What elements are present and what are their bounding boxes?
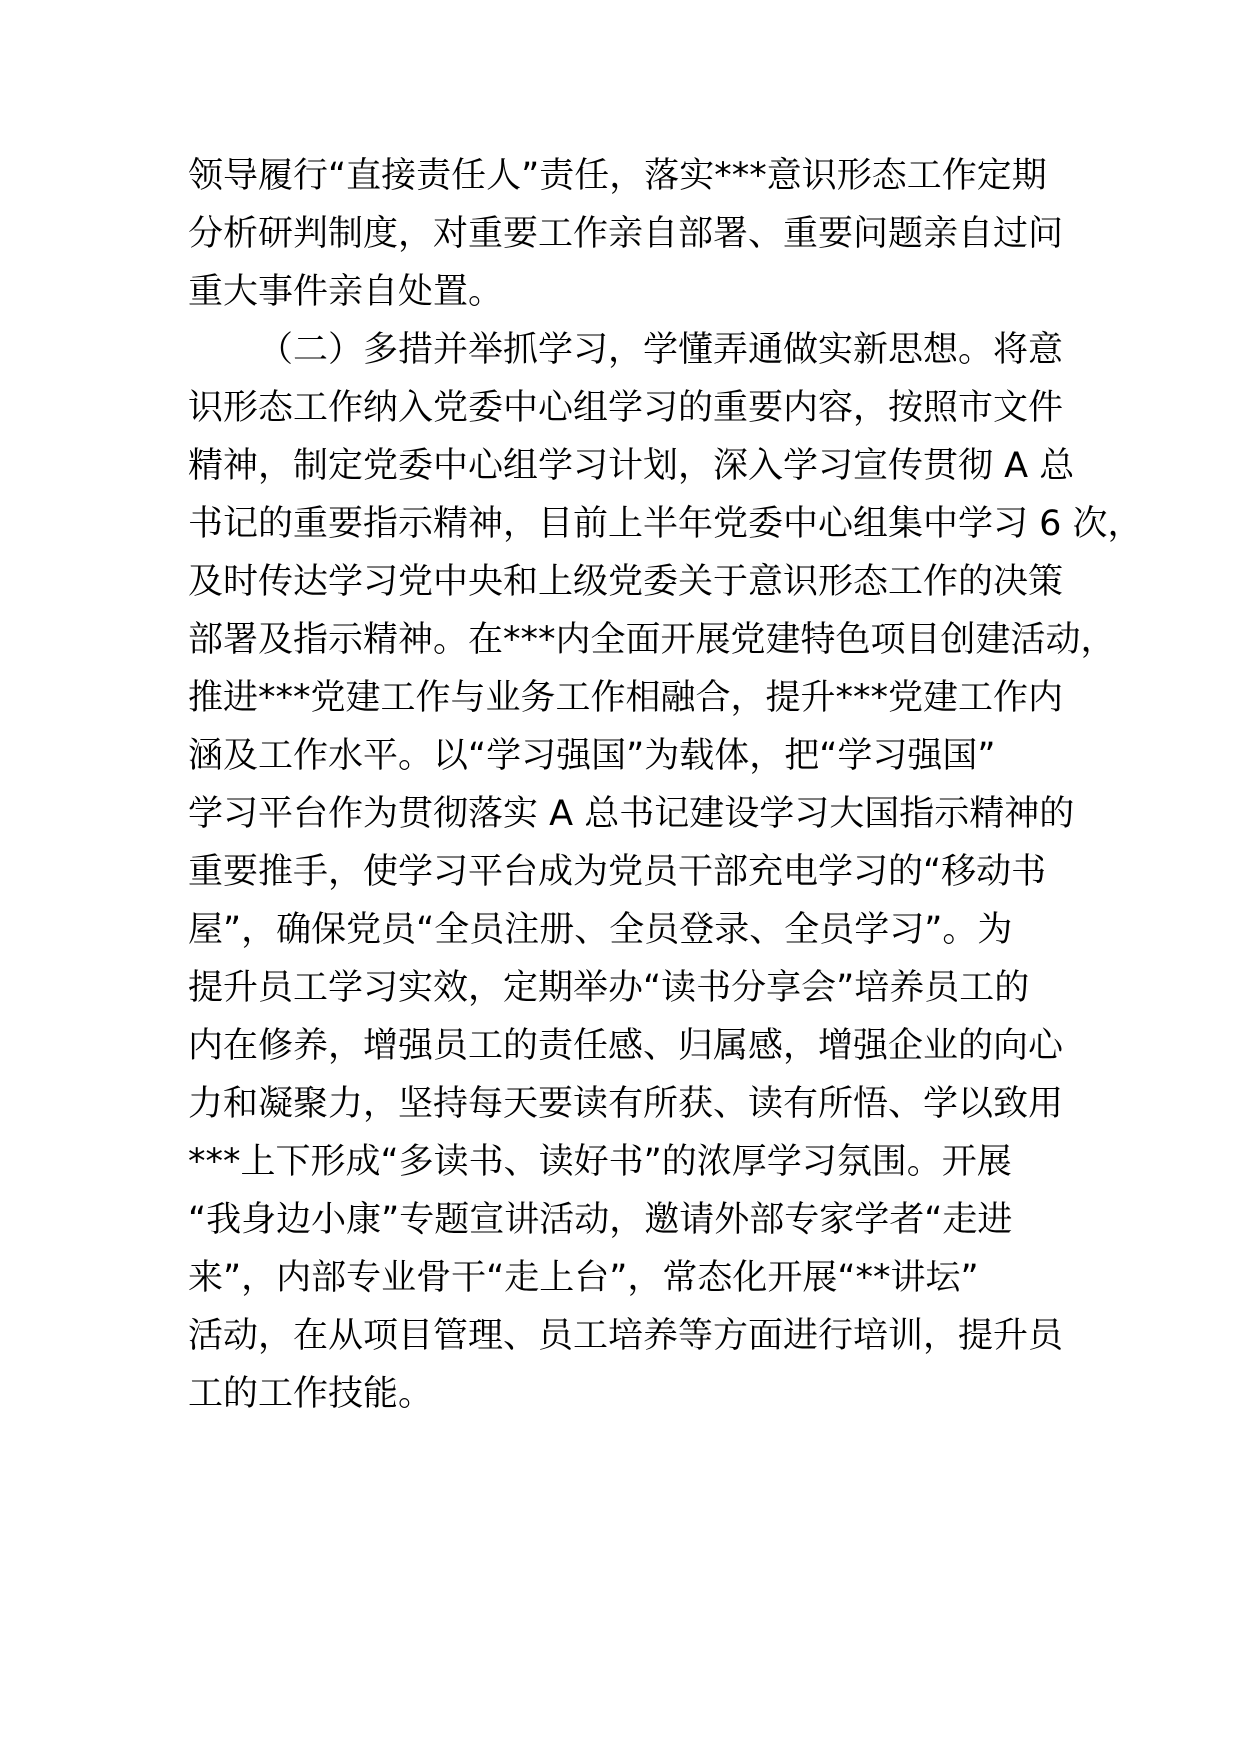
text-line: 力和凝聚力，坚持每天要读有所获、读有所悟、学以致用 (188, 1084, 1064, 1124)
text-line: 屋”，确保党员“全员注册、全员登录、全员学习”。为 (188, 910, 1013, 950)
text-line: 活动，在从项目管理、员工培养等方面进行培训，提升员 (188, 1316, 1064, 1356)
text-line: “我身边小康”专题宣讲活动，邀请外部专家学者“走进 (188, 1200, 1013, 1240)
text-line: 重大事件亲自处置。 (188, 272, 504, 312)
text-line: 领导履行“直接责任人”责任，落实***意识形态工作定期 (188, 156, 1047, 196)
text-line: 内在修养，增强员工的责任感、归属感，增强企业的向心 (188, 1026, 1064, 1066)
text-line: 书记的重要指示精神，目前上半年党委中心组集中学习 6 次， (188, 504, 1143, 544)
text-line: 工的工作技能。 (188, 1374, 434, 1414)
text-line: ***上下形成“多读书、读好书”的浓厚学习氛围。开展 (188, 1142, 1012, 1182)
text-line: 来”，内部专业骨干“走上台”，常态化开展“**讲坛” (188, 1258, 979, 1298)
text-line: 识形态工作纳入党委中心组学习的重要内容，按照市文件 (188, 388, 1064, 428)
paragraph-start-line: （二）多措并举抓学习，学懂弄通做实新思想。将意 (258, 330, 1064, 370)
text-line: 精神，制定党委中心组学习计划，深入学习宣传贯彻 A 总 (188, 446, 1075, 486)
text-line: 分析研判制度，对重要工作亲自部署、重要问题亲自过问 (188, 214, 1064, 254)
text-line: 推进***党建工作与业务工作相融合，提升***党建工作内 (188, 678, 1064, 718)
text-line: 涵及工作水平。以“学习强国”为载体，把“学习强国” (188, 736, 996, 776)
text-line: 重要推手，使学习平台成为党员干部充电学习的“移动书 (188, 852, 1047, 892)
text-line: 及时传达学习党中央和上级党委关于意识形态工作的决策 (188, 562, 1064, 602)
text-line: 提升员工学习实效，定期举办“读书分享会”培养员工的 (188, 968, 1030, 1008)
text-line: 部署及指示精神。在***内全面开展党建特色项目创建活动， (188, 620, 1116, 660)
text-line: 学习平台作为贯彻落实 A 总书记建设学习大国指示精神的 (188, 794, 1075, 834)
